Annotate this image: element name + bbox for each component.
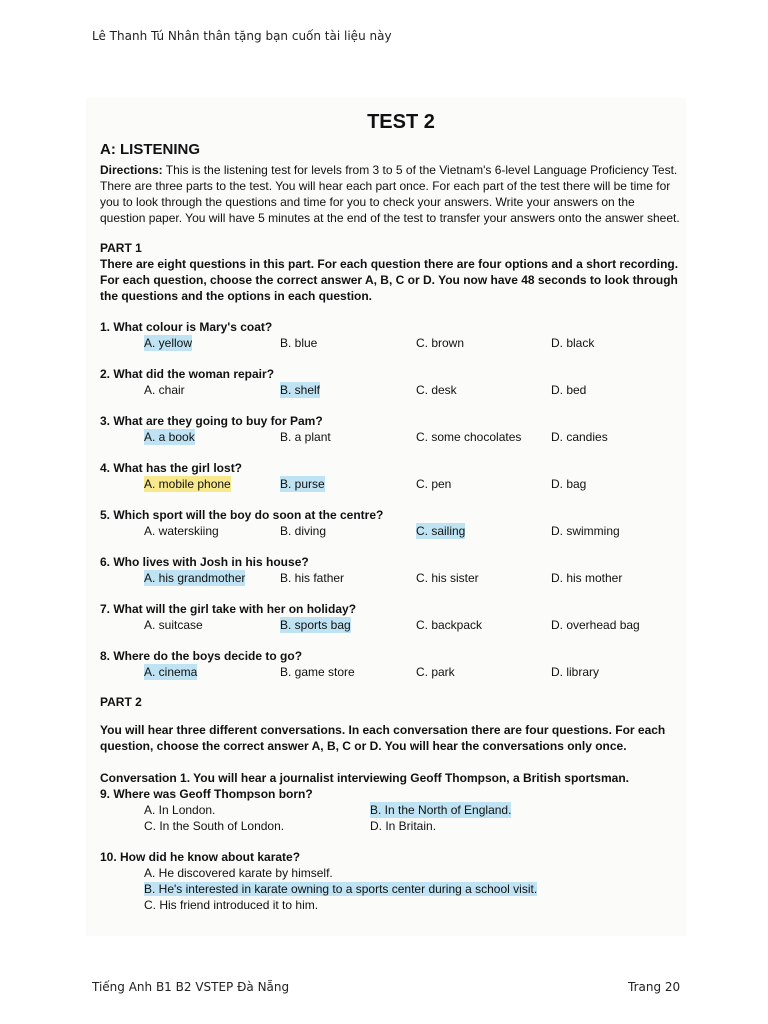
question-8 xyxy=(100,648,680,680)
test-title: TEST 2 xyxy=(367,111,435,133)
question-text: 9. Where was Geoff Thompson born? xyxy=(100,787,313,801)
option-c: C. desk xyxy=(416,383,457,397)
option-b: B. a plant xyxy=(280,430,331,444)
option-b: B. sports bag xyxy=(280,618,351,632)
question-5 xyxy=(100,507,680,539)
option-b: B. game store xyxy=(280,665,355,679)
option-d: D. overhead bag xyxy=(551,618,640,632)
part1-label: PART 1 xyxy=(100,241,142,255)
option-d: D. In Britain. xyxy=(370,819,437,833)
option-a: A. a book xyxy=(144,430,195,444)
option-d: D. bag xyxy=(551,477,587,491)
question-text: 1. What colour is Mary's coat? xyxy=(100,320,273,334)
option-a: A. cinema xyxy=(144,665,198,679)
option-c: C. His friend introduced it to him. xyxy=(144,898,319,912)
question-text: 7. What will the girl take with her on holiday? xyxy=(100,602,357,616)
test-content xyxy=(100,108,680,913)
question-3 xyxy=(100,413,680,445)
question-text: 5. Which sport will the boy do soon at the centre? xyxy=(100,508,384,522)
option-b: B. shelf xyxy=(280,383,321,397)
question-6 xyxy=(100,554,680,586)
option-b: B. In the North of England. xyxy=(370,803,512,817)
option-b-text: B. He's interested in karate owning to a sports center during a school visit. xyxy=(144,882,538,896)
footer-left: Tiếng Anh B1 B2 VSTEP Đà Nẵng xyxy=(92,980,290,994)
conversation-1-intro: Conversation 1. You will hear a journalist interviewing Geoff Thompson, a British sportsman. xyxy=(100,771,629,785)
page-number: Trang 20 xyxy=(628,980,681,994)
option-b: B. purse xyxy=(280,477,325,491)
part2-intro: You will hear three different conversations. In each conversation there are four questions. For each question, choose the correct answer A, B, C or D. You will hear the conversations only once. xyxy=(100,723,666,753)
option-a: A. his grandmother xyxy=(144,571,246,585)
header-note: Lê Thanh Tú Nhân thân tặng bạn cuốn tài liệu này xyxy=(92,29,392,43)
option-d: D. swimming xyxy=(551,524,620,538)
option-c: C. brown xyxy=(416,336,465,350)
question-2 xyxy=(100,366,680,398)
option-d: D. bed xyxy=(551,383,587,397)
option-a: A. yellow xyxy=(144,336,193,350)
question-9 xyxy=(100,786,680,834)
option-a: A. chair xyxy=(144,383,185,397)
option-a: A. waterskiing xyxy=(144,524,219,538)
option-b: B. diving xyxy=(280,524,327,538)
question-text: 4. What has the girl lost? xyxy=(100,461,243,475)
directions-text: This is the listening test for levels from 3 to 5 of the Vietnam's 6-level Language Proficiency Test. There are three parts to the test. You will hear each part once. For each part of the test there will be time for you to look through the questions and time for you to check your answers. Write your answers on the question paper. You will have 5 minutes at the end of the test to transfer your answers onto the answer sheet. xyxy=(100,163,680,225)
option-c: C. park xyxy=(416,665,455,679)
question-text: 10. How did he know about karate? xyxy=(100,850,301,864)
question-4 xyxy=(100,460,680,492)
question-text: 6. Who lives with Josh in his house? xyxy=(100,555,309,569)
section-heading: A: LISTENING xyxy=(100,141,200,158)
question-7 xyxy=(100,601,680,633)
option-c: C. sailing xyxy=(416,524,466,538)
option-b xyxy=(100,881,680,897)
question-1 xyxy=(100,319,680,351)
option-d: D. black xyxy=(551,336,595,350)
option-a: A. He discovered karate by himself. xyxy=(144,866,333,880)
directions xyxy=(100,162,680,226)
option-c: C. his sister xyxy=(416,571,479,585)
option-d: D. library xyxy=(551,665,600,679)
option-c: C. backpack xyxy=(416,618,483,632)
question-text: 3. What are they going to buy for Pam? xyxy=(100,414,323,428)
question-text: 2. What did the woman repair? xyxy=(100,367,275,381)
option-d: D. candies xyxy=(551,430,608,444)
option-b: B. his father xyxy=(280,571,345,585)
option-d: D. his mother xyxy=(551,571,623,585)
option-b: B. blue xyxy=(280,336,318,350)
part2-label: PART 2 xyxy=(100,695,142,709)
option-c: C. some chocolates xyxy=(416,430,522,444)
directions-label: Directions: xyxy=(100,163,163,177)
question-text: 8. Where do the boys decide to go? xyxy=(100,649,303,663)
option-a: A. In London. xyxy=(144,803,216,817)
question-10 xyxy=(100,849,680,913)
part1-intro: There are eight questions in this part. For each question there are four options and a short recording. For each question, choose the correct answer A, B, C or D. You now have 48 seconds to look through the questions and the options in each question. xyxy=(100,257,679,303)
option-a: A. mobile phone xyxy=(144,477,231,491)
option-c: C. pen xyxy=(416,477,452,491)
option-c: C. In the South of London. xyxy=(144,819,285,833)
option-a: A. suitcase xyxy=(144,618,203,632)
